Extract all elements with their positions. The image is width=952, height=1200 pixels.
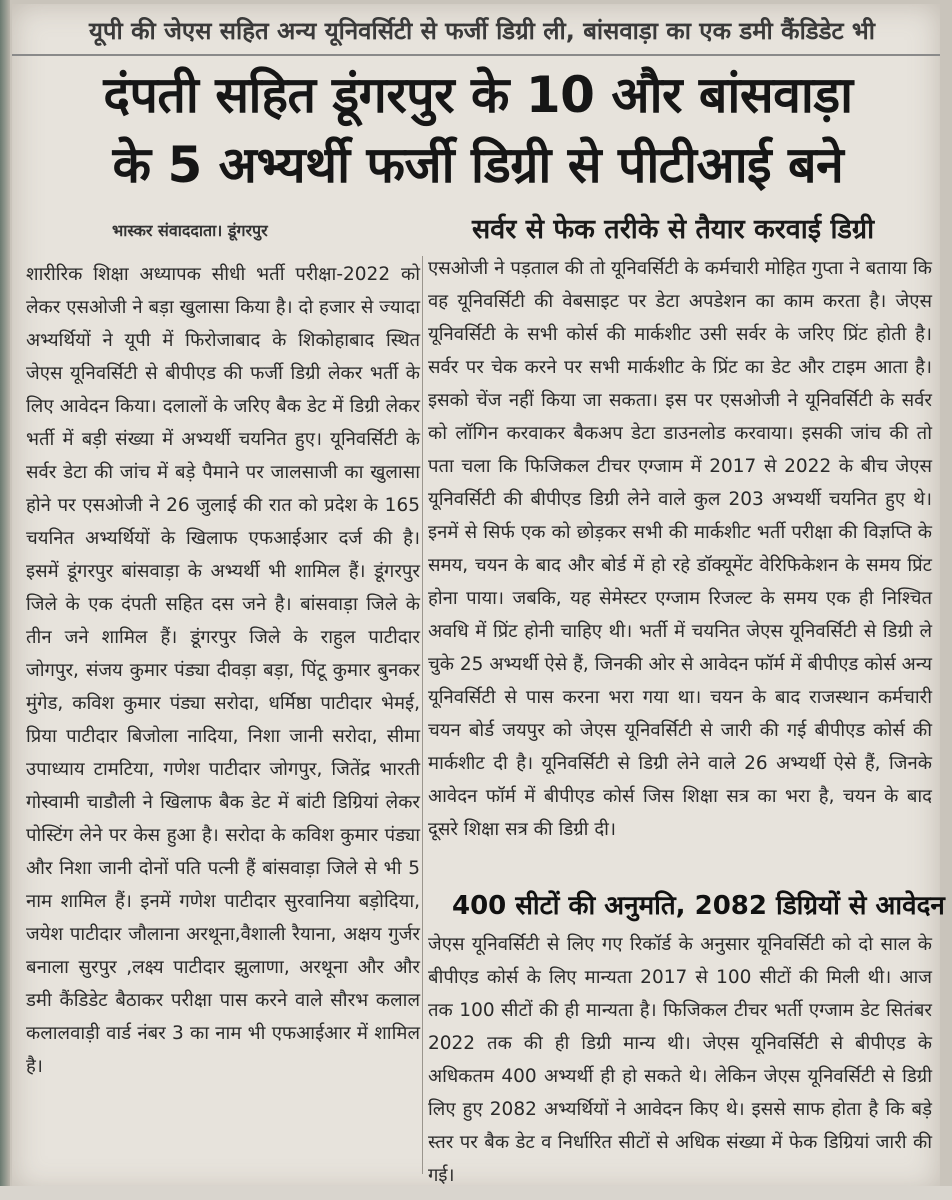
column-divider: [422, 256, 423, 1174]
right-column-body: एसओजी ने पड़ताल की तो यूनिवर्सिटी के कर्मचारी मोहित गुप्ता ने बताया कि वह यूनिवर्सिटी की वेबसाइट पर डेटा अपडेशन का काम करता है। जेएस यूनिवर्सिटी के सभी कोर्स की मार्कशीट उसी सर्वर के जरिए प्रिंट होती है। सर्वर पर चेक करने पर सभी मार्कशीट के प्रिंट का डेट और टाइम आता है। इसको चेंज नहीं किया जा सकता। इस पर एसओजी ने यूनिवर्सिटी के सर्वर को लॉगिन करवाकर बैकअप डेटा डाउनलोड करवाया। इसकी जांच की तो पता चला कि फिजिकल टीचर एग्जाम में 2017 से 2022 के बीच जेएस यूनिवर्सिटी की बीपीएड डिग्री लेने वाले कुल 203 अभ्यर्थी चयनित हुए थे। इनमें से सिर्फ एक को छोड़कर सभी की मार्कशीट भर्ती परीक्षा की विज्ञप्ति के समय, चयन के बाद और बोर्ड में हो रहे डॉक्यूमेंट वेरिफिकेशन के समय प्रिंट होना पाया। जबकि, यह सेमेस्टर एग्जाम रिजल्ट के समय एक ही निश्चित अवधि में प्रिंट होनी चाहिए थी। भर्ती में चयनित जेएस यूनिवर्सिटी से डिग्री ले चुके 25 अभ्यर्थी ऐसे हैं, जिनकी ओर से आवेदन फॉर्म में बीपीएड कोर्स अन्य यूनिवर्सिटी से पास करना भरा गया था। चयन के बाद राजस्थान कर्मचारी चयन बोर्ड जयपुर को जेएस यूनिवर्सिटी से जारी की गई बीपीएड कोर्स की मार्कशीट दी है। यूनिवर्सिटी से डिग्री लेने वाले 26 अभ्यर्थी ऐसे हैं, जिनके आवेदन फॉर्म में बीपीएड कोर्स जिस शिक्षा सत्र का भरा है, चयन के बाद दूसरे शिक्षा सत्र की डिग्री दी।: [428, 258, 932, 840]
right-column-subhead-2: 400 सीटों की अनुमति, 2082 डिग्रियों से आवेदन: [452, 891, 945, 921]
page-bottom-strip: [0, 1186, 952, 1200]
left-column-body: शारीरिक शिक्षा अध्यापक सीधी भर्ती परीक्षा-2022 को लेकर एसओजी ने बड़ा खुलासा किया है। दो हजार से ज्यादा अभ्यर्थियों ने यूपी में फिरोजाबाद के शिकोहाबाद स्थित जेएस यूनिवर्सिटी से बीपीएड की फर्जी डिग्री लेकर भर्ती के लिए आवेदन किया। दलालों के जरिए बैक डेट में डिग्री लेकर भर्ती में बड़ी संख्या में अभ्यर्थी चयनित हुए। यूनिवर्सिटी के सर्वर डेटा की जांच में बड़े पैमाने पर जालसाजी का खुलासा होने पर एसओजी ने 26 जुलाई की रात को प्रदेश के 165 चयनित अभ्यर्थियों के खिलाफ एफआईआर दर्ज की है। इसमें डूंगरपुर बांसवाड़ा के अभ्यर्थी भी शामिल हैं। डूंगरपुर जिले के एक दंपती सहित दस जने है। बांसवाड़ा जिले के तीन जने शामिल हैं। डूंगरपुर जिले के राहुल पाटीदार जोगपुर, संजय कुमार पंड्या दीवड़ा बड़ा, पिंटू कुमार बुनकर मुंगेड, कविश कुमार पंड्या सरोदा, धर्मिष्ठा पाटीदार भेमई, प्रिया पाटीदार बिजोला नादिया, निशा जानी सरोदा, सीमा उपाध्याय टामटिया, गणेश पाटीदार जोगपुर, जितेंद्र भारती गोस्वामी चाडौली ने खिलाफ बैक डेट में बांटी डिग्रियां लेकर पोस्टिंग लेने पर केस हुआ है। सरोदा के कविश कुमार पंड्या और निशा जानी दोनों पति पत्नी हैं बांसवाड़ा जिले से भी 5 नाम शामिल हैं। इनमें गणेश पाटीदार सुरवानिया बड़ोदिया, जयेश पाटीदार जौलाना अरथूना,वैशाली रैयाना, अक्षय गुर्जर बनाला सुरपुर ,लक्ष्य पाटीदार झुलाणा, अरथूना और और डमी कैंडिडेट बैठाकर परीक्षा पास करने वाले सौरभ कलाल कलालवाड़ी वार्ड नंबर 3 का नाम भी एफआईआर में शामिल है।: [26, 264, 420, 1077]
headline-line-1: दंपती सहित डूंगरपुर के 10 और बांसवाड़ा: [103, 66, 853, 124]
article-kicker: यूपी की जेएस सहित अन्य यूनिवर्सिटी से फर्जी डिग्री ली, बांसवाड़ा का एक डमी कैंडिडेट भी: [89, 17, 875, 45]
page-edge-shadow: [0, 0, 10, 1200]
kicker-rule: [12, 54, 940, 56]
right-column-body-2: जेएस यूनिवर्सिटी से लिए गए रिकॉर्ड के अनुसार यूनिवर्सिटी को दो साल के बीपीएड कोर्स के लिए मान्यता 2017 से 100 सीटों की मिली थी। आज तक 100 सीटों की ही मान्यता है। फिजिकल टीचर भर्ती एग्जाम डेट सितंबर 2022 तक की ही डिग्री मान्य थी। जेएस यूनिवर्सिटी से बीपीएड के अधिकतम 400 अभ्यर्थी ही हो सकते थे। लेकिन जेएस यूनिवर्सिटी से डिग्री लिए हुए 2082 अभ्यर्थियों ने आवेदन किए थे। इससे साफ होता है कि बड़े स्तर पर बैक डेट व निर्धारित सीटों से अधिक संख्या में फेक डिग्रियां जारी की गई।: [428, 934, 932, 1186]
headline-line-2: के 5 अभ्यर्थी फर्जी डिग्री से पीटीआई बने: [112, 136, 844, 194]
article-headline: [28, 60, 928, 210]
right-column-subhead: सर्वर से फेक तरीके से तैयार करवाई डिग्री: [472, 214, 875, 245]
article-byline: भास्कर संवाददाता। डूंगरपुर: [112, 221, 268, 240]
newspaper-clipping: [12, 4, 945, 1192]
